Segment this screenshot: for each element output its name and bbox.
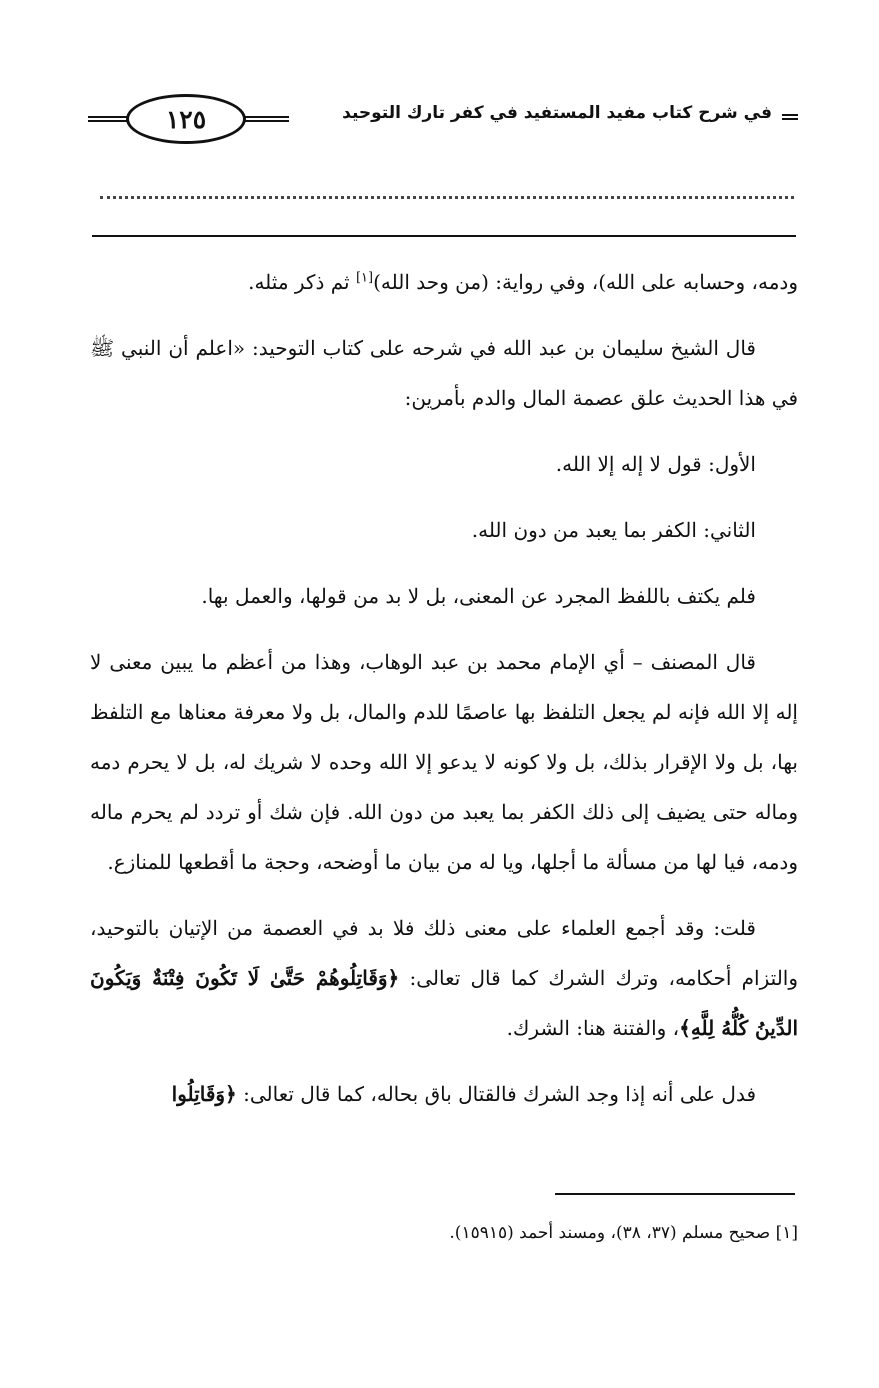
- page-number: ١٢٥: [126, 94, 246, 144]
- quran-verse: ﴿وَقَاتِلُوهُمْ حَتَّىٰ لَا تَكُونَ فِتْنَةٌ وَيَكُونَ الدِّينُ كُلُّهُ لِلَّهِ﴾: [90, 966, 798, 1040]
- paragraph-1-text: ودمه، وحسابه على الله)، وفي رواية: (من وحد الله): [373, 270, 798, 294]
- header-rule-left: [88, 116, 130, 122]
- footnote: [١] صحيح مسلم (٣٧، ٣٨)، ومسند أحمد (١٥٩١٥).: [449, 1223, 798, 1243]
- header-divider: [92, 235, 796, 237]
- header-rule-right: [782, 114, 798, 120]
- paragraph-7-tail: ، والفتنة هنا: الشرك.: [506, 1016, 680, 1040]
- paragraph-7-text: قلت: وقد أجمع العلماء على معنى ذلك فلا بد في العصمة من الإتيان بالتوحيد، والتزام أحكامه، وترك الشرك كما قال تعالى:: [90, 916, 798, 990]
- paragraph-4: الثاني: الكفر بما يعبد من دون الله.: [471, 518, 756, 542]
- paragraph-8: [90, 1069, 798, 1119]
- paragraph-2: قال الشيخ سليمان بن عبد الله في شرحه على كتاب التوحيد: «اعلم أن النبي ﷺ في هذا الحديث علق عصمة المال والدم بأمرين:: [90, 336, 798, 410]
- paragraph-6: قال المصنف – أي الإمام محمد بن عبد الوهاب، وهذا من أعظم ما يبين معنى لا إله إلا الله فإنه لم يجعل التلفظ بها عاصمًا للدم والمال، بل ولا معرفة معناها مع التلفظ بها، بل ولا الإقرار بذلك، بل ولا كونه لا يدعو إلا الله وحده لا شريك له، بل لا يحرم دمه وماله حتى يضيف إلى ذلك الكفر بما يعبد من دون الله. فإن شك أو تردد لم يحرم ماله ودمه، فيا لها من مسألة ما أجلها، ويا له من بيان ما أوضحه، وحجة ما أقطعها للمنازع.: [90, 650, 798, 874]
- footnote-divider: [555, 1193, 795, 1195]
- quran-verse-start: ﴿وَقَاتِلُوا: [171, 1082, 237, 1106]
- header-rule-mid: [243, 116, 289, 122]
- footnote-reference: [١]: [355, 270, 374, 286]
- running-title: في شرح كتاب مفيد المستفيد في كفر تارك التوحيد: [342, 103, 772, 123]
- paragraph-1: [90, 257, 798, 307]
- page-header: [88, 88, 798, 152]
- paragraph-3: الأول: قول لا إله إلا الله.: [555, 452, 756, 476]
- paragraph-8-text: فدل على أنه إذا وجد الشرك فالقتال باق بحاله، كما قال تعالى:: [236, 1082, 756, 1106]
- main-text: [90, 257, 798, 1135]
- paragraph-5: فلم يكتف باللفظ المجرد عن المعنى، بل لا بد من قولها، والعمل بها.: [201, 584, 756, 608]
- paragraph-7: [90, 903, 798, 1053]
- paragraph-1-tail: ثم ذكر مثله.: [248, 270, 356, 294]
- dotted-separator: [100, 196, 794, 199]
